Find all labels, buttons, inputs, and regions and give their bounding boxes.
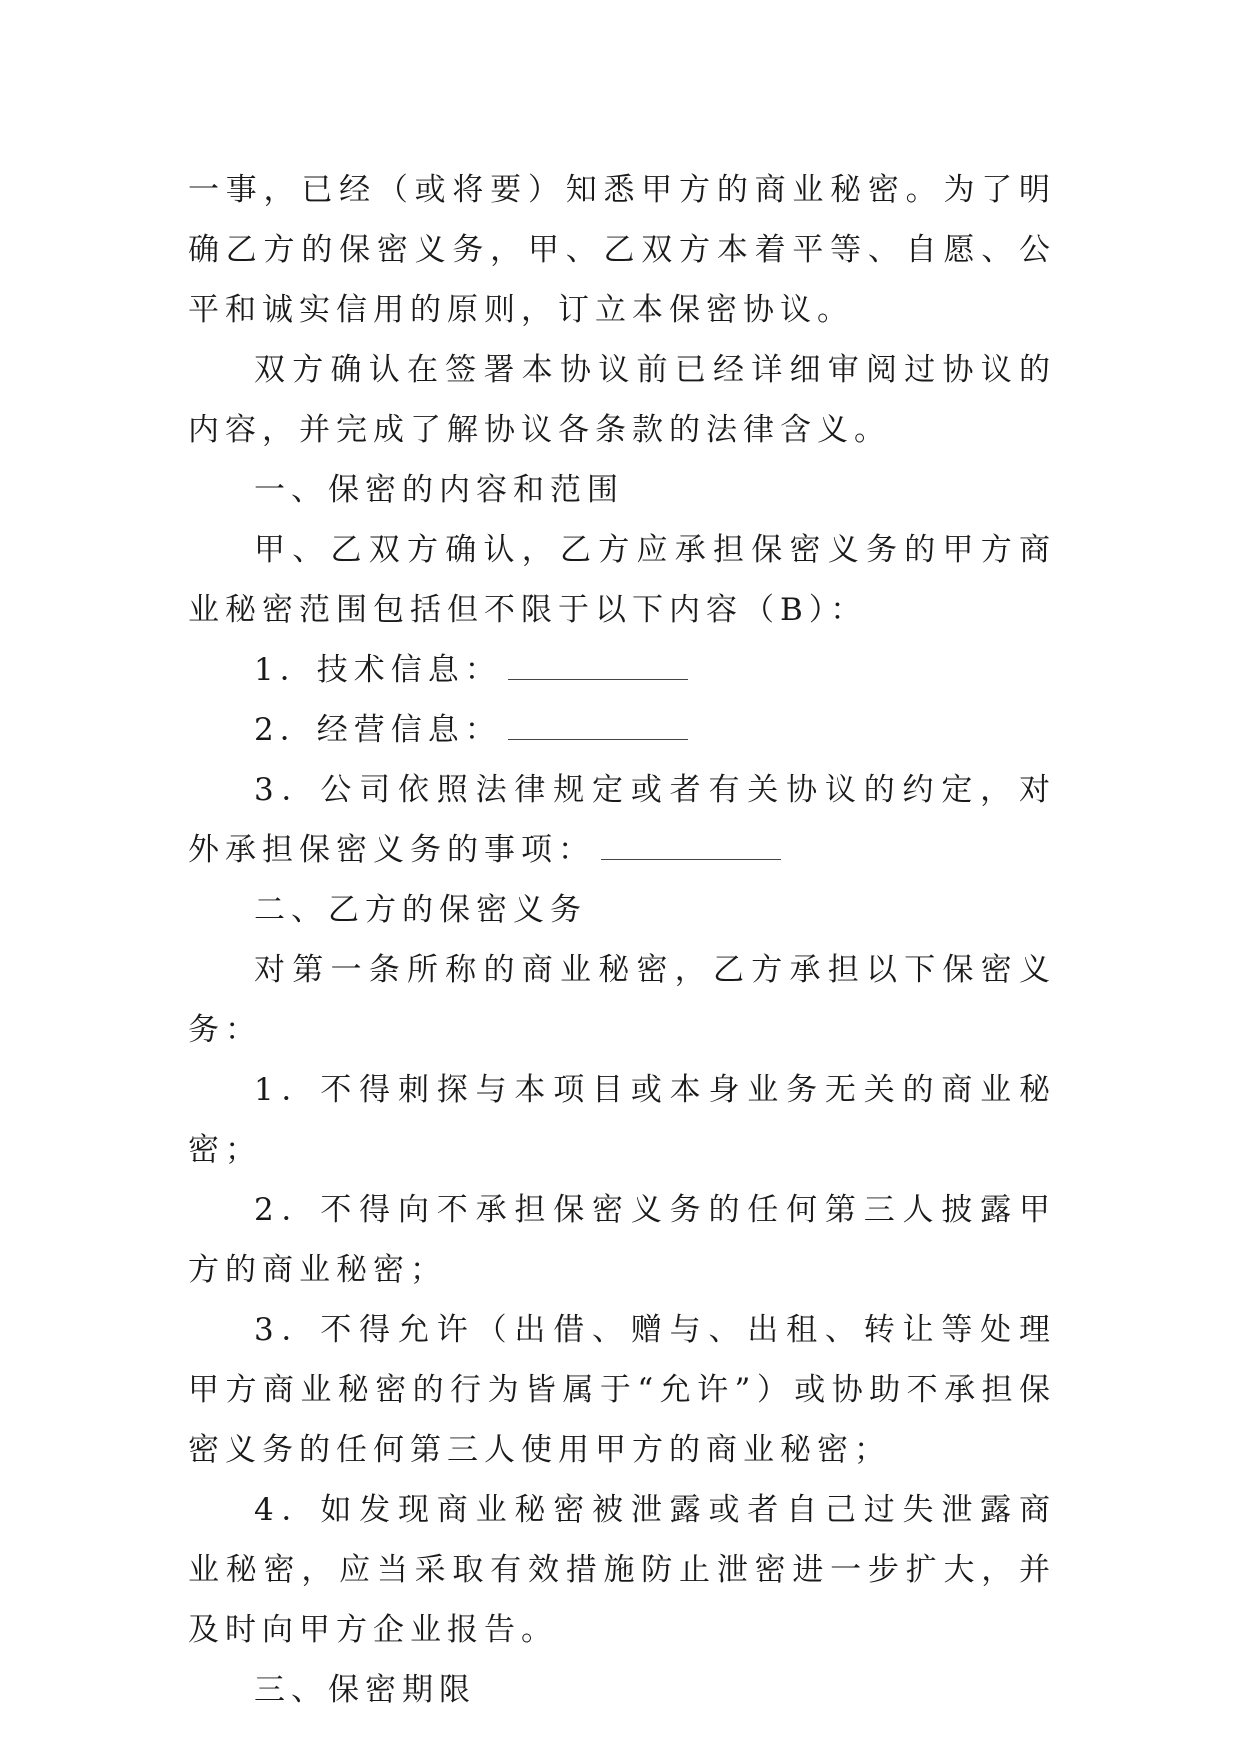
section-heading-scope: 一、保密的内容和范围 (254, 472, 624, 508)
paragraph-scope: 甲、乙双方确认，乙方应承担保密义务的甲方商业秘密范围包括但不限于以下内容（B）： (188, 532, 1056, 628)
fill-in-blank (601, 837, 781, 860)
section-heading-obligations: 二、乙方的保密义务 (254, 892, 587, 928)
list-item-label: 3．公司依照法律规定或者有关协议的约定，对外承担保密义务的事项： (188, 772, 1056, 868)
list-item-obligation-4: 4．如发现商业秘密被泄露或者自己过失泄露商业秘密，应当采取有效措施防止泄密进一步扩大，并及时向甲方企业报告。 (188, 1492, 1056, 1648)
fill-in-blank (508, 657, 688, 680)
fill-in-blank (508, 717, 688, 740)
paragraph-intro: 一事，已经（或将要）知悉甲方的商业秘密。为了明确乙方的保密义务，甲、乙双方本着平等、自愿、公平和诚实信用的原则，订立本保密协议。 (188, 172, 1056, 328)
list-item-obligation-1: 1．不得刺探与本项目或本身业务无关的商业秘密； (188, 1072, 1056, 1168)
list-item-obligation-2: 2．不得向不承担保密义务的任何第三人披露甲方的商业秘密； (188, 1192, 1056, 1288)
list-item-technical-info (188, 640, 1056, 700)
paragraph-obligations: 对第一条所称的商业秘密，乙方承担以下保密义务： (188, 952, 1056, 1048)
paragraph-confirmation: 双方确认在签署本协议前已经详细审阅过协议的内容，并完成了解协议各条款的法律含义。 (188, 352, 1056, 448)
list-item-label: 1．技术信息： (254, 652, 502, 688)
list-item-business-info (188, 700, 1056, 760)
list-item-legal-obligations (188, 760, 1056, 880)
list-item-obligation-3: 3．不得允许（出借、赠与、出租、转让等处理甲方商业秘密的行为皆属于“允许”）或协助不承担保密义务的任何第三人使用甲方的商业秘密； (188, 1312, 1056, 1468)
section-heading-term: 三、保密期限 (254, 1672, 476, 1708)
document-body (188, 160, 1056, 1720)
list-item-label: 2．经营信息： (254, 712, 502, 748)
